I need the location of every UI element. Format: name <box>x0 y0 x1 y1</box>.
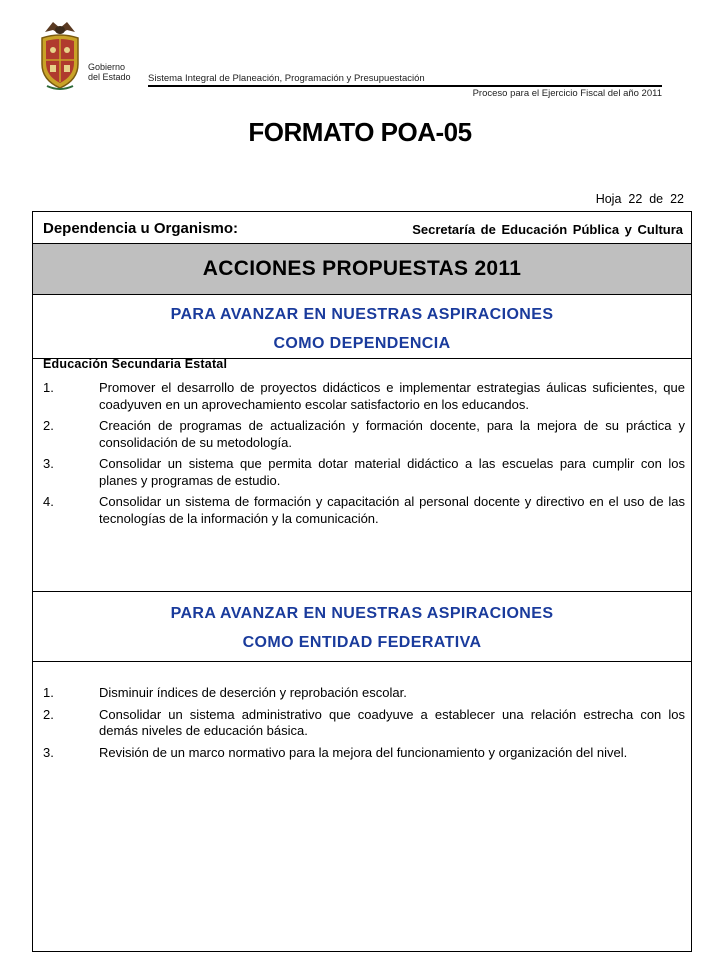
gobierno-label <box>88 62 131 82</box>
section2-line1: PARA AVANZAR EN NUESTRAS ASPIRACIONES <box>170 605 554 622</box>
item-number: 3. <box>43 744 54 760</box>
list-item <box>43 380 685 413</box>
item-text: Disminuir índices de deserción y reprobación escolar. <box>99 685 407 700</box>
dependencia-label: Dependencia u Organismo: <box>43 220 239 237</box>
form-frame <box>32 211 692 952</box>
item-number: 3. <box>43 456 54 471</box>
section1-line1: PARA AVANZAR EN NUESTRAS ASPIRACIONES <box>170 306 554 323</box>
system-name: Sistema Integral de Planeación, Programación y Presupuestación <box>148 73 425 84</box>
list-item <box>43 685 685 702</box>
item-text: Promover el desarrollo de proyectos didácticos e implementar estrategias áulicas suficientes, que coadyuven en un aprovechamiento escolar satisfactorio en los educandos. <box>99 380 685 412</box>
hoja-de-label: de <box>649 192 664 206</box>
section1-subtitle: Educación Secundaria Estatal <box>43 357 228 371</box>
item-number: 4. <box>43 494 54 509</box>
list-item <box>43 745 685 762</box>
item-number: 2. <box>43 706 54 722</box>
dependencia-row <box>33 212 691 244</box>
item-text: Creación de programas de actualización y formación docente, para la mejora de su práctica y consolidación de su metodología. <box>99 418 685 450</box>
page-counter <box>596 192 684 206</box>
item-text: Consolidar un sistema administrativo que coadyuve a establecer una relación estrecha con los demás niveles de educación básica. <box>99 706 685 738</box>
section-entidad-heading <box>33 591 691 662</box>
list-item <box>43 707 685 740</box>
hoja-current: 22 <box>628 192 643 206</box>
gobierno-line: Gobierno <box>88 62 126 72</box>
section1-list <box>43 380 685 532</box>
item-number: 2. <box>43 418 54 433</box>
item-number: 1. <box>43 685 54 700</box>
section2-line2: COMO ENTIDAD FEDERATIVA <box>242 634 482 651</box>
list-item <box>43 456 685 489</box>
section-dependencia-heading <box>33 295 691 359</box>
section1-line2: COMO DEPENDENCIA <box>273 335 451 352</box>
item-text: Consolidar un sistema de formación y capacitación al personal docente y directivo en el uso de las tecnologías de la información y la comunicación. <box>99 494 685 526</box>
item-text: Revisión de un marco normativo para la mejora del funcionamiento y organización del nivel. <box>99 744 628 760</box>
hoja-total: 22 <box>670 192 684 206</box>
state-coat-of-arms-icon <box>37 18 83 94</box>
del-estado-line: del Estado <box>88 72 131 82</box>
acciones-heading: ACCIONES PROPUESTAS 2011 <box>33 244 691 295</box>
dependencia-value: Secretaría de Educación Pública y Cultura <box>412 222 683 237</box>
page-title: FORMATO POA-05 <box>248 117 472 147</box>
header-divider <box>148 85 662 87</box>
list-item <box>43 418 685 451</box>
hoja-label: Hoja <box>595 192 622 206</box>
list-item <box>43 494 685 527</box>
item-text: Consolidar un sistema que permita dotar material didáctico a las escuelas para cumplir con los planes y programas de estudio. <box>99 456 685 488</box>
process-label: Proceso para el Ejercicio Fiscal del año 2011 <box>472 88 662 99</box>
section2-list <box>43 685 685 766</box>
item-number: 1. <box>43 380 54 395</box>
